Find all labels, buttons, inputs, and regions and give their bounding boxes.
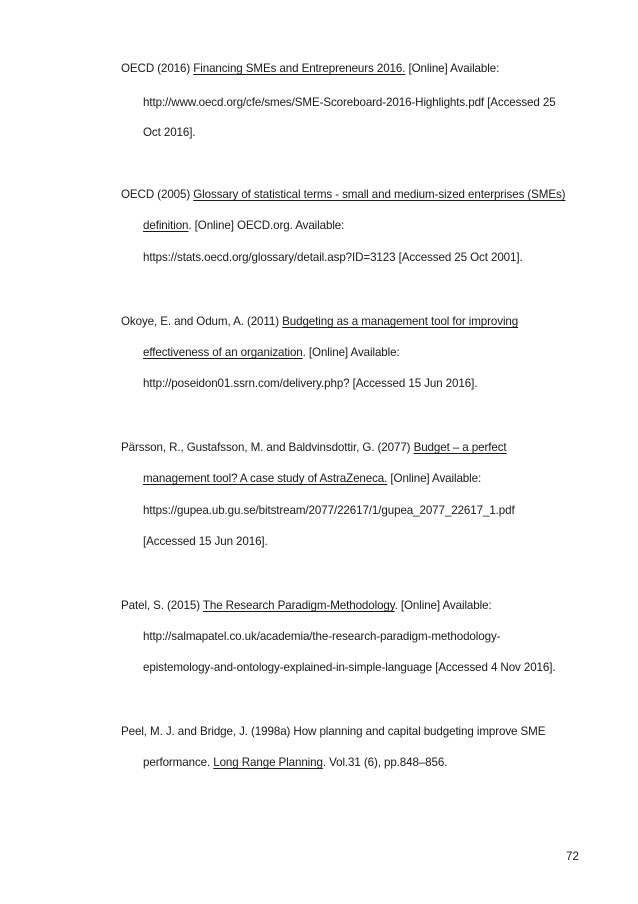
reference-source: . Vol.31 (6), pp.848–856.: [322, 756, 448, 769]
reference-source: [Online] Available:: [387, 472, 482, 485]
reference-url: http://www.oecd.org/cfe/smes/SME-Scoreboard-2016-Highlights.pdf [Accessed 25: [143, 96, 556, 109]
reference-title: management tool? A case study of AstraZeneca.: [143, 472, 388, 485]
reference-line: [143, 219, 344, 233]
reference-title: Glossary of statistical terms - small and medium-sized enterprises (SMEs): [193, 188, 566, 201]
reference-source: . [Online] OECD.org. Available:: [188, 219, 345, 232]
reference-line: [121, 599, 492, 613]
reference-access-date: [Accessed 15 Jun 2016].: [143, 535, 268, 548]
reference-line: [121, 188, 565, 202]
reference-url: http://salmapatel.co.uk/academia/the-research-paradigm-methodology-: [143, 630, 501, 643]
reference-line: [121, 315, 518, 329]
reference-line: [143, 472, 481, 486]
reference-title: Budgeting as a management tool for improving: [282, 315, 519, 328]
reference-line: [143, 346, 400, 360]
reference-title: The Research Paradigm-Methodology: [202, 599, 395, 612]
reference-author-year: OECD (2016): [121, 62, 194, 75]
reference-line: [143, 756, 447, 770]
reference-url: https://gupea.ub.gu.se/bitstream/2077/22617/1/gupea_2077_22617_1.pdf: [143, 504, 515, 517]
reference-title: Financing SMEs and Entrepreneurs 2016.: [193, 62, 406, 75]
reference-access-date: Oct 2016].: [143, 126, 196, 139]
reference-source: . [Online] Available:: [302, 346, 400, 359]
reference-title: definition: [143, 219, 189, 232]
reference-author-year: Pärsson, R., Gustafsson, M. and Baldvinsdottir, G. (2077): [121, 441, 414, 454]
reference-url: http://poseidon01.ssrn.com/delivery.php? [Accessed 15 Jun 2016].: [143, 377, 478, 390]
reference-title: effectiveness of an organization: [143, 346, 303, 359]
reference-source: . [Online] Available:: [394, 599, 492, 612]
reference-line: Peel, M. J. and Bridge, J. (1998a) How planning and capital budgeting improve SME: [121, 725, 546, 738]
reference-author-year: Patel, S. (2015): [121, 599, 203, 612]
reference-title: Long Range Planning: [213, 756, 323, 769]
reference-author-year: Okoye, E. and Odum, A. (2011): [121, 315, 283, 328]
reference-title: Budget – a perfect: [413, 441, 507, 454]
page-number: 72: [566, 850, 579, 863]
reference-author-year: OECD (2005): [121, 188, 194, 201]
reference-url: https://stats.oecd.org/glossary/detail.asp?ID=3123 [Accessed 25 Oct 2001].: [143, 251, 523, 264]
reference-source: [Online] Available:: [405, 62, 500, 75]
reference-url: epistemology-and-ontology-explained-in-simple-language [Accessed 4 Nov 2016].: [143, 661, 556, 674]
reference-author-year: performance.: [143, 756, 214, 769]
reference-line: [121, 62, 499, 76]
reference-line: [121, 441, 507, 455]
